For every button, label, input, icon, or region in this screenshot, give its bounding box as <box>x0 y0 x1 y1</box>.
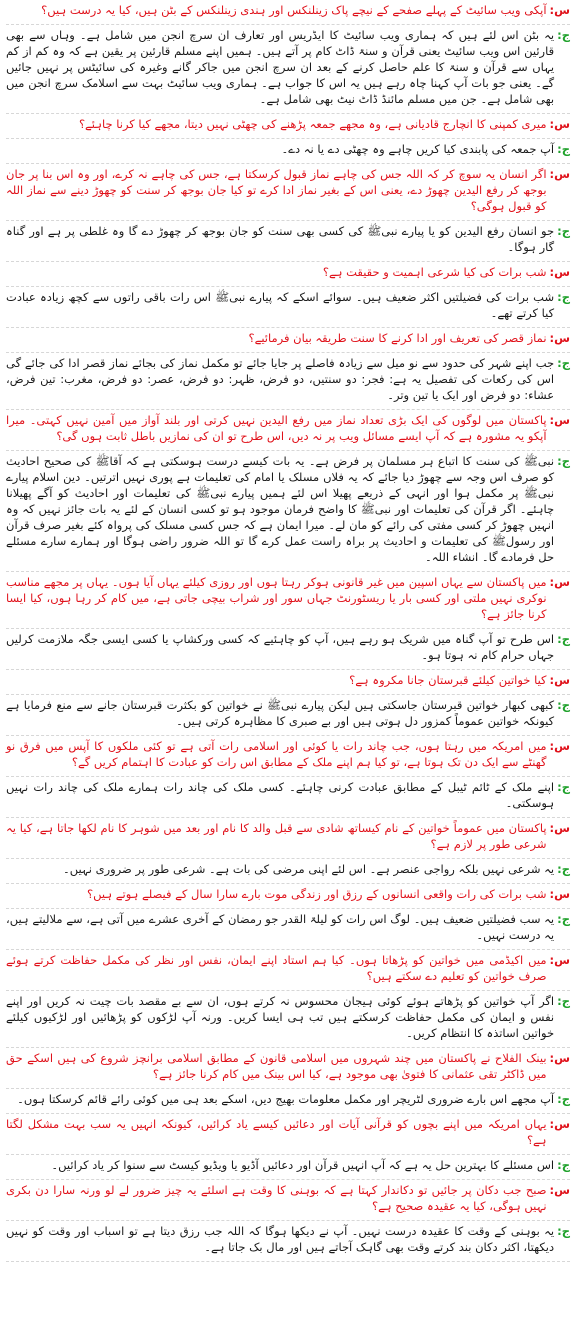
question-text: پاکستان میں عموماً خواتین کے نام کیساتھ شادی سے قبل والد کا نام اور بعد میں شوہر کا نام لکھا جاتا ہے، کیا یہ شرعی طور پر لازم ہے؟ <box>6 821 547 851</box>
answer <box>6 1091 570 1114</box>
answer <box>6 861 570 884</box>
answer <box>6 779 570 818</box>
question-text: کیا خواتین کیلئے قبرستان جانا مکروہ ہے؟ <box>349 673 547 687</box>
answer <box>6 355 570 410</box>
question <box>6 2 570 25</box>
answer-text: اگر آپ خواتین کو پڑھاتے ہوئے کوئی ہیجان محسوس نہ کرتے ہوں، ان سے بے مقصد بات چیت نہ کریں اور اپنے نفس و ایمان کی مکمل حفاظت کرسکتے ہیں تب ہی ایسا کریں۔ ورنہ آپ لڑکوں کو پڑھائیں اور لڑکیوں کیلئے خواتین اساتذہ کا انتظام کریں۔ <box>6 994 555 1040</box>
answer-label: ج: <box>557 1158 570 1172</box>
answer <box>6 911 570 950</box>
answer-label: ج: <box>557 1224 570 1238</box>
answer-text: کبھی کبھار خواتین قبرستان جاسکتی ہیں لیکن پیارے نبیﷺ نے خواتین کو بکثرت قبرستان جانے سے منع فرمایا ہے کیونکہ خواتین عموماً کمزور دل ہوتی ہیں اور بے صبری کا مظاہرہ کرتی ہیں۔ <box>6 698 555 728</box>
answer-text: جب اپنے شہر کی حدود سے نو میل سے زیادہ فاصلے پر جایا جائے تو مکمل نماز کی بجائے نماز قصر ادا کی جائے گی اس کی رکعات کی تفصیل یہ ہے: فجر: دو سنتیں، دو فرض، ظہر: دو فرض، عصر: دو فرض، مغرب: تین فرض، عشاء: دو فرض اور ایک یا تین وتر۔ <box>6 356 555 402</box>
qa-item <box>6 412 570 572</box>
answer-label: ج: <box>557 224 570 238</box>
answer-text: اپنے ملک کے ٹائم ٹیبل کے مطابق عبادت کرنی چاہئے۔ کسی ملک کی چاند رات ہمارے ملک کی چاند رات نہیں ہوسکتی۔ <box>6 780 555 810</box>
question-text: شب برات کی رات واقعی انسانوں کے رزق اور زندگی موت بارے سارا سال کے فیصلے ہوتے ہیں؟ <box>87 887 547 901</box>
question-text: میں اکیڈمی میں خواتین کو پڑھاتا ہوں۔ کیا ہم استاد اپنے ایمان، نفس اور نظر کی مکمل حفاظت کرتے ہوئے صرف خواتین کو تعلیم دے سکتے ہیں؟ <box>6 953 547 983</box>
answer-label: ج: <box>557 994 570 1008</box>
answer <box>6 289 570 328</box>
question-label: س: <box>549 887 570 901</box>
question-text: اگر انسان یہ سوچ کر کہ اللہ جس کی چاہے نماز قبول کرسکتا ہے، جس کی چاہے نہ کرے، اور وہ اس بنا پر جان بوجھ کر رفع الیدین چھوڑ دے، یعنی اس کے بغیر نماز ادا کرے تو کیا جان بوجھ کر سنت کو چھوڑ دینے سے نماز اللہ کو قبول ہوگی؟ <box>6 167 547 213</box>
qa-item <box>6 166 570 262</box>
question-label: س: <box>549 331 570 345</box>
answer-label: ج: <box>557 1092 570 1106</box>
question-text: میں امریکہ میں رہتا ہوں، جب چاند رات یا کوئی اور اسلامی رات آتی ہے تو کئی ملکوں کا آپس میں فرق نو گھنٹے سے ایک دن تک ہوتا ہے، تو کیا ہم اپنے ملک کے مطابق اس رات کو عبادت کا اہتمام کریں گے؟ <box>6 739 547 769</box>
question <box>6 820 570 859</box>
question <box>6 1116 570 1155</box>
question <box>6 1182 570 1221</box>
question <box>6 738 570 777</box>
question-label: س: <box>549 265 570 279</box>
question-label: س: <box>549 1117 570 1131</box>
qa-item <box>6 330 570 410</box>
qa-item <box>6 1116 570 1180</box>
answer <box>6 1223 570 1262</box>
answer-text: یہ سب فضیلتیں ضعیف ہیں۔ لوگ اس رات کو لیلۃ القدر جو رمضان کے آخری عشرے میں آتی ہے، سے ملالیتے ہیں، یہ درست نہیں۔ <box>6 912 555 942</box>
answer-label: ج: <box>557 28 570 42</box>
question-label: س: <box>549 117 570 131</box>
answer-text: اس مسئلے کا بہترین حل یہ ہے کہ آپ انہیں قرآن اور دعائیں آڈیو یا ویڈیو کیسٹ سے سنوا کر یاد کرائیں۔ <box>51 1158 555 1172</box>
answer <box>6 141 570 164</box>
question-text: صبح جب دکان پر جائیں تو دکاندار کہتا ہے کہ بوہنی کا وقت ہے اسلئے یہ چیز ضرور لے لو ورنہ سارا دن بکری نہیں ہوگی، کیا یہ عقیدہ صحیح ہے؟ <box>6 1183 547 1213</box>
question <box>6 886 570 909</box>
question-label: س: <box>549 167 570 181</box>
question-text: پاکستان میں لوگوں کی ایک بڑی تعداد نماز میں رفع الیدین نہیں کرتی اور بلند آواز میں آمین نہیں کہتی۔ میرا آپکو یہ مشورہ ہے کہ آپ ایسے مسائل ویب پر نہ دیں، اس طرح تو ان کی نمازیں باطل ثابت ہوں گی؟ <box>6 413 547 443</box>
qa-item <box>6 1182 570 1262</box>
question-label: س: <box>549 739 570 753</box>
question-label: س: <box>549 821 570 835</box>
question <box>6 672 570 695</box>
answer-text: آپ جمعہ کی پابندی کیا کریں چاہے وہ چھٹی دے یا نہ دے۔ <box>281 142 555 156</box>
question-label: س: <box>549 575 570 589</box>
answer-text: اس طرح تو آپ گناہ میں شریک ہو رہے ہیں، آپ کو چاہئیے کہ کسی ورکشاپ یا کسی ایسی جگہ ملازمت کرلیں جہاں حرام کام نہ ہوتا ہو۔ <box>6 632 555 662</box>
answer-text: یہ بوہنی کے وقت کا عقیدہ درست نہیں۔ آپ نے دیکھا ہوگا کہ اللہ جب رزق دیتا ہے تو اسباب اور وقت کو نہیں دیکھتا، اکثر دکان بند کرتے وقت بھی گاہک آجاتے ہیں اور مال بک جاتا ہے۔ <box>6 1224 555 1254</box>
answer <box>6 453 570 572</box>
answer-label: ج: <box>557 912 570 926</box>
qa-item <box>6 738 570 818</box>
question <box>6 412 570 451</box>
question <box>6 116 570 139</box>
question-label: س: <box>549 3 570 17</box>
answer-label: ج: <box>557 862 570 876</box>
answer-label: ج: <box>557 142 570 156</box>
qa-item <box>6 820 570 884</box>
question <box>6 574 570 629</box>
answer <box>6 223 570 262</box>
question-label: س: <box>549 673 570 687</box>
question <box>6 952 570 991</box>
question <box>6 264 570 287</box>
answer-text: یہ شرعی نہیں بلکہ رواجی عنصر ہے۔ اس لئے اپنی مرضی کی بات ہے۔ شرعی طور پر ضروری نہیں۔ <box>63 862 555 876</box>
answer-label: ج: <box>557 356 570 370</box>
question-label: س: <box>549 413 570 427</box>
answer-text: آپ مجھے اس بارے ضروری لٹریچر اور مکمل معلومات بھیج دیں، اسکے بعد ہی میں کوئی رائے قائم کرسکتا ہوں۔ <box>17 1092 555 1106</box>
qa-item <box>6 116 570 164</box>
question-text: میری کمپنی کا انچارج قادیانی ہے، وہ مجھے جمعہ پڑھنے کی چھٹی نہیں دیتا، مجھے کیا کرنا چاہئے؟ <box>78 117 547 131</box>
answer-label: ج: <box>557 698 570 712</box>
qa-list <box>6 2 570 1262</box>
question-text: میں پاکستان سے یہاں اسپین میں غیر قانونی ہوکر رہتا ہوں اور روزی کیلئے یہاں آیا ہوں۔ یہاں پر مجھے مناسب نوکری نہیں ملتی اور کسی بار یا ریسٹورنٹ جہاں سور اور شراب بیچی جاتی ہے، میں کام کر رہا ہوں، کیا ایسا کرنا جائز ہے؟ <box>6 575 547 621</box>
question-text: نماز قصر کی تعریف اور ادا کرنے کا سنت طریقہ بیان فرمائیے؟ <box>248 331 547 345</box>
answer-text: نبیﷺ کی سنت کا اتباع ہر مسلمان پر فرض ہے۔ یہ بات کیسے درست ہوسکتی ہے کہ آقاﷺ کی صحیح احادیث کو صرف اس وجہ سے چھوڑ دیا جائے کہ یہ فلاں مسلک یا امام کی تعلیمات ہے پوری نہیں اترتیں۔ دین اسلام پیارے نبیﷺ پر مکمل ہوا اور انہی کے ذریعے پھیلا اس لئے ہمیں پیارے نبیﷺ کی تعلیمات اور احادیث کو آگے پھیلانا چاہئے۔ اگر قرآن کی تعلیمات اور نبیﷺ کا واضح فرمان موجود ہو تو کسی انسان کے لئے یہ بات جائز نہیں کہ وہ انہیں چھوڑ کر کسی مفتی کی رائے کو مان لے۔ میرا ایمان ہے کہ جس کسی مسلک کی پرواہ کئے بغیر صرف قرآن اور رسولﷺ کی تعلیمات و احادیث پر براہ راست عمل کرے گا تو اللہ ضرور راضی ہوگا اور ہمارے سارے مسئلے حل فرمادے گا۔ انشاء اللہ۔ <box>6 454 555 564</box>
question <box>6 166 570 221</box>
question-label: س: <box>549 1051 570 1065</box>
question-text: یہاں امریکہ میں اپنے بچوں کو قرآنی آیات اور دعائیں کیسے یاد کرائیں، کیونکہ انہیں یہ سب بہت مشکل لگتا ہے؟ <box>6 1117 547 1147</box>
answer <box>6 1157 570 1180</box>
answer <box>6 27 570 114</box>
question-label: س: <box>549 953 570 967</box>
answer <box>6 993 570 1048</box>
question-text: بینک الفلاح نے پاکستان میں چند شہروں میں اسلامی قانون کے مطابق اسلامی برانچز شروع کی ہیں اسکے حق میں ڈاکٹر تقی عثمانی کا فتویٰ بھی موجود ہے، کیا اس بینک میں کام کرنا جائز ہے؟ <box>6 1051 547 1081</box>
answer-label: ج: <box>557 290 570 304</box>
answer-label: ج: <box>557 780 570 794</box>
qa-item <box>6 264 570 328</box>
answer-text: یہ بٹن اس لئے ہیں کہ ہماری ویب سائیٹ کا ایڈریس اور تعارف ان سرچ انجن میں شامل ہے۔ وہاں سے بھی قارئین اس ویب سائیٹ یعنی قرآن و سنۃ ڈاٹ کام پر آتے ہیں۔ ہمیں اپنے مسلم قارئین پر یقین ہے کہ وہ کم از کم یہاں سے قرآن و سنۃ کا علم حاصل کرنے کے بعد ان سرچ انجن میں جاکر گانے وغیرہ کی سائیٹس پر نہیں جائیں گے۔ یعنی جو بات آپ کہنا چاہ رہے ہیں یہ اس کا جواب ہے۔ ہماری ویب سائیٹ بہت سے اسلامک سرچ انجن میں بھی شامل ہے۔ جن میں مسلم مائنڈ ڈاٹ نیٹ بھی شامل ہے۔ <box>6 28 555 106</box>
qa-item <box>6 2 570 114</box>
question-text: آپکی ویب سائیٹ کے پہلے صفحے کے نیچے پاک زینلنکس اور ہندی زینلنکس کے بٹن ہیں، کیا یہ درست ہیں؟ <box>41 3 547 17</box>
qa-item <box>6 952 570 1048</box>
answer <box>6 631 570 670</box>
question <box>6 330 570 353</box>
question-text: شب برات کی کیا شرعی اہمیت و حقیقت ہے؟ <box>322 265 547 279</box>
qa-item <box>6 886 570 950</box>
answer-text: شب برات کی فضیلتیں اکثر ضعیف ہیں۔ سوائے اسکے کہ پیارے نبیﷺ اس رات باقی راتوں سے کچھ زیادہ عبادت کیا کرتے تھے۔ <box>6 290 555 320</box>
answer <box>6 697 570 736</box>
answer-text: جو انسان رفع الیدین کو یا پیارے نبیﷺ کی کسی بھی سنت کو جان بوجھ کر چھوڑ دے گا وہ غلطی پر ہے اور گناہ گار ہوگا۔ <box>6 224 555 254</box>
question-label: س: <box>549 1183 570 1197</box>
question <box>6 1050 570 1089</box>
qa-item <box>6 1050 570 1114</box>
qa-item <box>6 574 570 670</box>
answer-label: ج: <box>557 454 570 468</box>
qa-item <box>6 672 570 736</box>
answer-label: ج: <box>557 632 570 646</box>
